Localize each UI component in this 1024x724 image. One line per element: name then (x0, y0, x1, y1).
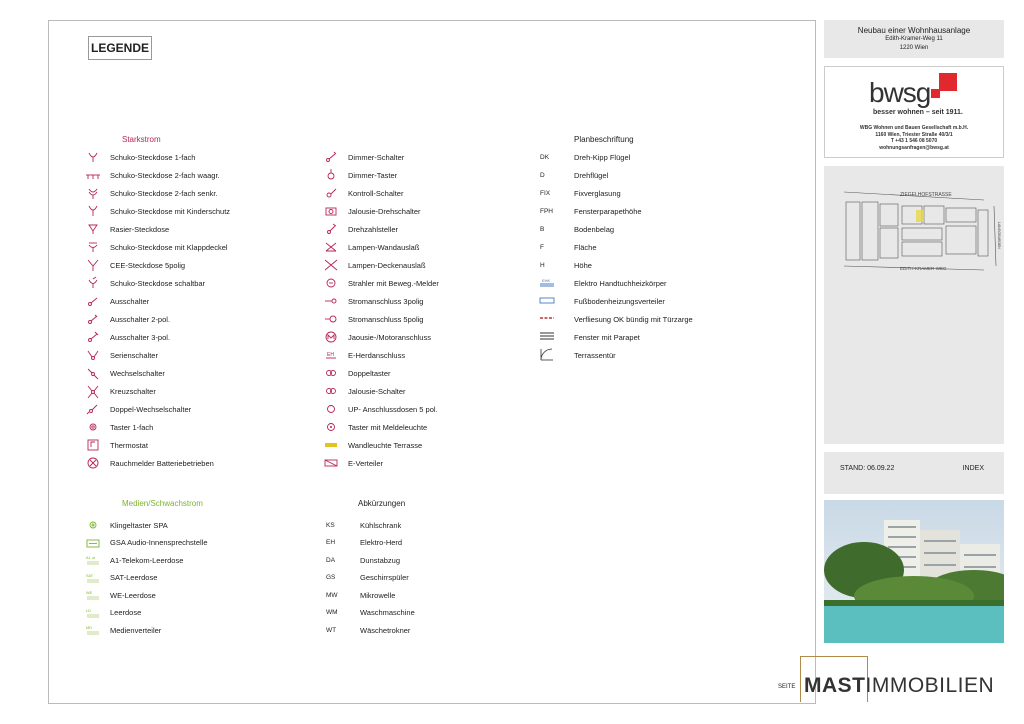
legend-label: Wandleuchte Terrasse (348, 440, 423, 450)
col3-row (538, 186, 621, 200)
project-street: Edith-Kramer-Weg 11 (885, 36, 943, 42)
abk-row (324, 588, 395, 602)
button-indicator-icon (314, 421, 348, 433)
cee-socket-icon (76, 259, 110, 271)
bwsg-logo: bwsg (869, 77, 931, 108)
col2-row (314, 276, 439, 290)
bwsg-logo-square-small (931, 89, 940, 98)
map-street-top: ZIEGELHOFSTRASSE (900, 192, 952, 198)
legend-label: Schuko-Steckdose schaltbar (110, 278, 206, 288)
col3-row (538, 276, 667, 290)
smoke-detector-icon (76, 457, 110, 469)
abbreviation-code: EH (326, 539, 336, 546)
legend-label: Lampen-Wandauslaß (348, 242, 420, 252)
col2-row (314, 384, 406, 398)
legend-label: Schuko-Steckdose mit Kinderschutz (110, 206, 231, 216)
legend-label: Medienverteiler (110, 625, 162, 635)
col1-row (76, 294, 149, 308)
legend-label: Schuko-Steckdose 2-fach senkr. (110, 188, 218, 198)
abk-row (324, 623, 410, 637)
double-changeover-switch-icon (76, 403, 110, 415)
legend-label: Elektro-Herd (360, 538, 403, 547)
bwsg-address-line2: 1160 Wien, Triester Straße 40/3/1 (875, 131, 953, 138)
medien-row (76, 518, 168, 532)
abbreviation-code: MW (326, 591, 338, 599)
legend-label: Rauchmelder Batteriebetrieben (110, 458, 214, 468)
col3-row (538, 258, 592, 272)
legend-label: Fläche (574, 242, 597, 252)
col3-row (538, 330, 640, 344)
abbreviation-code: GS (326, 574, 336, 581)
legend-label: Strahler mit Beweg.-Melder (348, 278, 439, 288)
legend-label: Stromanschluss 3polig (348, 296, 424, 306)
socket-childproof-icon (76, 205, 110, 217)
legend-label: Wäschetrokner (360, 625, 411, 635)
bwsg-tagline: besser wohnen – seit 1911. (873, 109, 963, 116)
legend-label: Jalousie-Schalter (348, 386, 406, 396)
status-bar (824, 452, 1004, 494)
intercom-icon (76, 537, 110, 549)
abbreviation-code: DA (326, 556, 336, 564)
bwsg-address (825, 125, 1003, 151)
control-switch-icon (314, 187, 348, 199)
abbreviation-code: F (540, 243, 544, 251)
shaver-socket-icon (76, 223, 110, 235)
col2-row (314, 438, 422, 452)
svg-text:EH: EH (327, 352, 334, 358)
col1-row (76, 330, 170, 344)
junction-box-icon (314, 403, 348, 415)
svg-text:LD: LD (86, 608, 91, 613)
changeover-switch-icon (76, 367, 110, 379)
legend-label: Fenster mit Parapet (574, 332, 640, 342)
telekom-box-icon (76, 554, 110, 566)
legend-label: Schuko-Steckdose mit Klappdeckel (110, 242, 228, 252)
medien-row (76, 571, 157, 585)
cross-switch-icon (76, 385, 110, 397)
site-plan-map (824, 166, 1004, 444)
bwsg-address-line1: WBG Wohnen und Bauen Gesellschaft m.b.H. (859, 125, 969, 131)
bwsg-email: wohnungsanfragen@bwsg.at (879, 144, 949, 151)
legend-label: Klingeltaster SPA (110, 520, 168, 530)
col3-row (538, 348, 616, 362)
abk-row (324, 606, 415, 620)
col2-row (314, 348, 405, 362)
socket-double-horizontal-icon (76, 169, 110, 181)
stove-connection-icon (314, 349, 348, 361)
terrace-wall-light-icon (314, 439, 348, 451)
section-medien: Medien/Schwachstrom (122, 499, 203, 508)
power-3pole-icon (314, 295, 348, 307)
towel-heater-icon (538, 276, 574, 290)
col1-row (76, 438, 148, 452)
legend-label: Dimmer-Taster (348, 170, 398, 180)
section-starkstrom: Starkstrom (122, 135, 161, 144)
legend-label: Lampen-Deckenauslaß (348, 260, 426, 270)
doorbell-icon (76, 519, 110, 531)
col2-row (314, 366, 391, 380)
blind-rotary-switch-icon (314, 205, 348, 217)
medien-row (76, 606, 141, 620)
col2-row (314, 312, 423, 326)
switch-icon (76, 295, 110, 307)
legend-label: Ausschalter 2-pol. (110, 314, 171, 324)
col1-row (76, 348, 158, 362)
svg-text:A1 nt: A1 nt (86, 556, 95, 560)
col1-row (76, 222, 169, 236)
abbreviation-code: WM (326, 609, 338, 616)
col1-row (76, 258, 185, 272)
medien-row (76, 623, 161, 637)
legend-label: Schuko-Steckdose 1-fach (110, 152, 196, 162)
double-button-icon (314, 367, 348, 379)
col3-row (538, 204, 642, 218)
col1-row (76, 402, 191, 416)
building-photo (824, 500, 1004, 643)
legend-label: UP- Anschlussdosen 5 pol. (348, 404, 438, 414)
bwsg-logo-square-large (939, 73, 957, 91)
abbreviation-code: KS (326, 521, 335, 529)
col3-row (538, 240, 597, 254)
col2-row (314, 204, 421, 218)
abbreviation-code: FPH (540, 207, 553, 215)
abbreviation-code: D (540, 171, 545, 179)
legend-label: Schuko-Steckdose 2-fach waagr. (110, 170, 220, 180)
legend-label: Elektro Handtuchheizkörper (574, 278, 667, 288)
col1-row (76, 420, 153, 434)
col3-row (538, 294, 665, 308)
bwsg-logo-panel (824, 66, 1004, 158)
pushbutton-icon (76, 421, 110, 433)
legend-label: E-Verteiler (348, 458, 384, 468)
abk-row (324, 536, 402, 550)
col2-row (314, 222, 398, 236)
col3-row (538, 222, 614, 236)
empty-box-icon (76, 607, 110, 619)
legend-label: Kreuzschalter (110, 386, 156, 396)
col2-row (314, 420, 427, 434)
abk-row (324, 518, 401, 532)
legend-label: Doppel-Wechselschalter (110, 404, 192, 414)
dimmer-switch-icon (314, 151, 348, 163)
col2-row (314, 456, 383, 470)
legend-label: Stromanschluss 5polig (348, 314, 424, 324)
col1-row (76, 204, 230, 218)
legend-label: Leerdose (110, 608, 142, 617)
project-city: 1220 Wien (899, 45, 929, 51)
socket-icon (76, 151, 110, 163)
col1-row (76, 186, 218, 200)
project-title: Neubau einer Wohnhausanlage (857, 26, 971, 35)
svg-text:MD: MD (86, 626, 92, 630)
legend-label: Drehzahlsteller (348, 224, 399, 234)
floor-heating-manifold-icon (538, 294, 574, 308)
motor-connection-icon (314, 331, 348, 343)
abbreviation-code: H (540, 261, 545, 269)
col2-row (314, 330, 431, 344)
sat-box-icon (76, 572, 110, 584)
page-frame (48, 20, 816, 704)
map-street-right: LANGOBARDEN (997, 222, 1001, 249)
legend-label: Dimmer-Schalter (348, 152, 405, 162)
legend-label: Ausschalter 3-pol. (110, 332, 171, 342)
legend-label: Fixverglasung (574, 188, 621, 198)
legend-label: GSA Audio-Innensprechstelle (110, 538, 208, 547)
legend-title: LEGENDE (88, 36, 152, 60)
col2-row (314, 240, 419, 254)
legend-label: Serienschalter (110, 350, 158, 360)
site-plan-panel (824, 166, 1004, 444)
page-label: SEITE (778, 684, 796, 690)
terrace-door-icon (538, 348, 574, 362)
legend-label: Waschmaschine (360, 608, 415, 617)
col2-row (314, 294, 423, 308)
legend-label: Jaousie-/Motoranschluss (348, 332, 431, 342)
wall-lamp-outlet-icon (314, 241, 348, 253)
window-parapet-icon (538, 330, 574, 344)
col1-row (76, 240, 228, 254)
bwsg-phone: T +43 1 546 08 5070 (890, 138, 938, 144)
legend-label: Taster 1-fach (110, 422, 154, 432)
medien-row (76, 536, 208, 550)
legend-label: Bodenbelag (574, 224, 615, 234)
media-distributor-icon (76, 624, 110, 636)
switched-socket-icon (76, 277, 110, 289)
distribution-board-icon (314, 457, 348, 469)
medien-row (76, 553, 183, 567)
abbreviation-code: FIX (540, 189, 551, 197)
legend-label: A1-Telekom-Leerdose (110, 555, 184, 565)
index-label: INDEX (962, 465, 984, 472)
speed-controller-icon (314, 223, 348, 235)
ceiling-lamp-outlet-icon (314, 259, 348, 271)
abk-row (324, 571, 409, 585)
col2-row (314, 150, 404, 164)
legend-label: Dunstabzug (360, 555, 401, 565)
svg-text:WE: WE (86, 591, 93, 595)
project-header (824, 20, 1004, 58)
abbreviation-code: DK (540, 153, 550, 161)
legend-label: Dreh-Kipp Flügel (574, 152, 631, 162)
abbreviation-code: B (540, 225, 545, 233)
legend-label: WE-Leerdose (110, 590, 156, 600)
socket-lid-icon (76, 241, 110, 253)
we-box-icon (76, 589, 110, 601)
legend-label: Verfliesung OK bündig mit Türzarge (574, 314, 693, 324)
col1-row (76, 384, 156, 398)
legend-label: Fußbodenheizungsverteiler (574, 296, 665, 306)
section-planbeschriftung: Planbeschriftung (574, 135, 634, 144)
col1-row (76, 366, 165, 380)
legend-label: Terrassentür (574, 350, 616, 360)
col1-row (76, 456, 214, 470)
spotlight-motion-icon (314, 277, 348, 289)
legend-label: Jalousie-Drehschalter (348, 206, 421, 216)
legend-label: Ausschalter (110, 296, 150, 306)
legend-label: Geschirrspüler (360, 573, 409, 582)
legend-label: Fensterparapethöhe (574, 206, 642, 216)
stand-date: STAND: 06.09.22 (840, 465, 895, 472)
col2-row (314, 168, 397, 182)
section-abkuerzungen: Abkürzungen (358, 499, 406, 508)
legend-label: CEE-Steckdose 5polig (110, 260, 186, 270)
col1-row (76, 168, 220, 182)
col1-row (76, 276, 205, 290)
legend-label: E-Herdanschluss (348, 350, 406, 360)
col1-row (76, 150, 195, 164)
legend-label: Kühlschrank (360, 520, 402, 530)
legend-label: Taster mit Meldeleuchte (348, 422, 428, 432)
socket-double-vertical-icon (76, 187, 110, 199)
legend-label: Rasier-Steckdose (110, 224, 170, 234)
tiling-line-icon (538, 312, 574, 326)
col2-row (314, 402, 438, 416)
mast-immobilien-logo: MASTIMMOBILIEN (804, 674, 995, 697)
switch-3pole-icon (76, 331, 110, 343)
legend-label: SAT-Leerdose (110, 573, 158, 582)
thermostat-icon (76, 439, 110, 451)
legend-label: Drehflügel (574, 170, 609, 180)
col2-row (314, 186, 403, 200)
abbreviation-code: WT (326, 626, 337, 634)
legend-label: Thermostat (110, 440, 148, 450)
legend-label: Höhe (574, 260, 592, 270)
dimmer-button-icon (314, 169, 348, 181)
legend-label: Mikrowelle (360, 590, 396, 600)
col3-row (538, 168, 608, 182)
legend-label: Wechselschalter (110, 368, 165, 378)
power-5pole-icon (314, 313, 348, 325)
legend-label: Doppeltaster (348, 368, 391, 378)
switch-2pole-icon (76, 313, 110, 325)
svg-text:SAT: SAT (86, 573, 94, 578)
map-street-bottom: EDITH-KRAMER-WEG (900, 266, 947, 271)
col3-row (538, 150, 630, 164)
col3-row (538, 312, 693, 326)
svg-text:EHK: EHK (542, 278, 551, 283)
abk-row (324, 553, 400, 567)
series-switch-icon (76, 349, 110, 361)
col1-row (76, 312, 170, 326)
col2-row (314, 258, 426, 272)
legend-label: Kontroll-Schalter (348, 188, 404, 198)
medien-row (76, 588, 156, 602)
blind-switch-icon (314, 385, 348, 397)
